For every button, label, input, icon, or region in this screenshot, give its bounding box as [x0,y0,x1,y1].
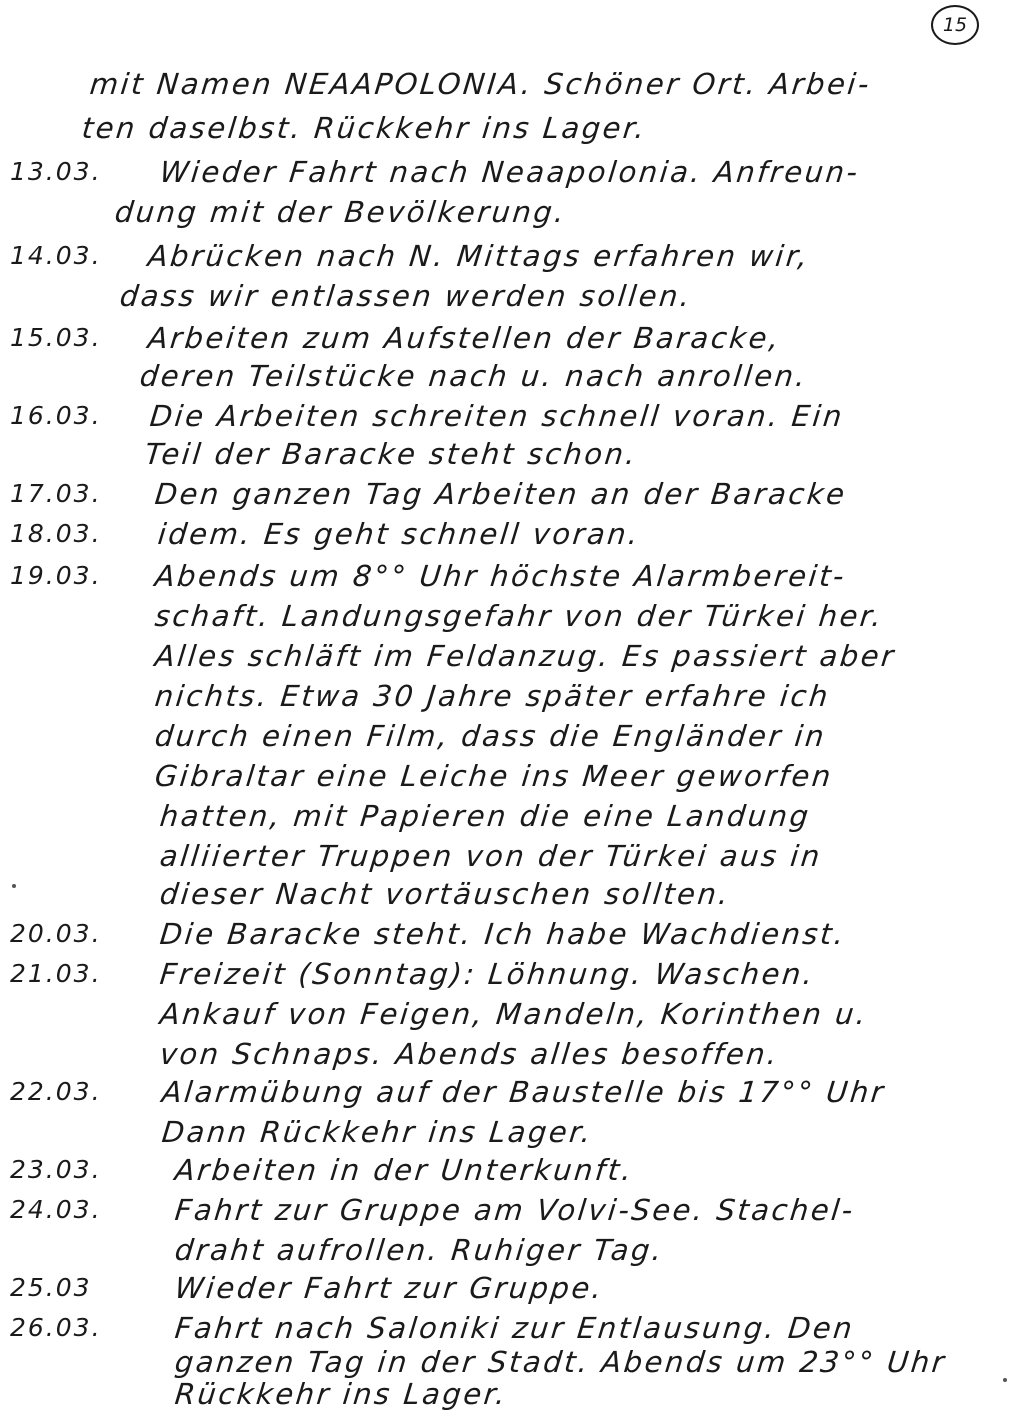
entry-text-line: Gibraltar eine Leiche ins Meer geworfen [153,759,835,793]
entry-date: 21.03. [10,959,102,988]
entry-date: 17.03. [10,479,102,508]
entry-text-line: Die Baracke steht. Ich habe Wachdienst. [158,917,848,951]
entry-text-line: hatten, mit Papieren die eine Landung [158,799,813,833]
entry-text-line: alliierter Truppen von der Türkei aus in [158,839,824,873]
entry-text-line: Ankauf von Feigen, Mandeln, Korinthen u. [158,997,870,1031]
entry-date: 16.03. [10,401,102,430]
intro-line: mit Namen NEAAPOLONIA. Schöner Ort. Arbei- [88,67,873,101]
entry-date: 18.03. [10,519,102,548]
entry-text-line: Arbeiten in der Unterkunft. [173,1153,636,1187]
entry-date: 26.03. [10,1313,102,1342]
entry-text-line: Alles schläft im Feldanzug. Es passiert aber [153,639,898,673]
entry-text-line: dung mit der Bevölkerung. [113,195,569,229]
entry-text-line: Die Arbeiten schreiten schnell voran. Ein [148,399,846,433]
entry-text-line: nichts. Etwa 30 Jahre später erfahre ich [153,679,832,713]
entry-text-line: Fahrt zur Gruppe am Volvi-See. Stachel- [173,1193,857,1227]
entry-text-line: idem. Es geht schnell voran. [156,517,642,551]
entry-text-line: dass wir entlassen werden sollen. [118,279,694,313]
entry-text-line: ganzen Tag in der Stadt. Abends um 23°° Uhr [173,1345,949,1379]
paper-speck [12,884,16,888]
intro-line: ten daselbst. Rückkehr ins Lager. [80,111,649,145]
entry-date: 22.03. [10,1077,102,1106]
entry-text-line: Teil der Baracke steht schon. [143,437,640,471]
entry-text-line: Alarmübung auf der Baustelle bis 17°° Uhr [160,1075,888,1109]
entry-date: 24.03. [10,1195,102,1224]
entry-text-line: Arbeiten zum Aufstellen der Baracke, [146,321,783,355]
entry-text-line: Abrücken nach N. Mittags erfahren wir, [146,239,812,273]
entry-date: 25.03 [10,1273,92,1302]
entry-text-line: Abends um 8°° Uhr höchste Alarmbereit- [153,559,848,593]
entry-text-line: schaft. Landungsgefahr von der Türkei her. [153,599,886,633]
paper-speck [1003,1378,1007,1382]
entry-text-line: deren Teilstücke nach u. nach anrollen. [138,359,810,393]
entry-text-line: Fahrt nach Saloniki zur Entlausung. Den [173,1311,857,1345]
entry-text-line: draht aufrollen. Ruhiger Tag. [173,1233,666,1267]
entry-date: 19.03. [10,561,102,590]
entry-text-line: von Schnaps. Abends alles besoffen. [158,1037,781,1071]
entry-text-line: durch einen Film, dass die Engländer in [153,719,829,753]
page-number: 15 [931,5,979,45]
entry-text-line: Wieder Fahrt nach Neaapolonia. Anfreun- [158,155,862,189]
entry-date: 15.03. [10,323,102,352]
entry-text-line: Rückkehr ins Lager. [173,1377,510,1411]
entry-date: 20.03. [10,919,102,948]
entry-text-line: Freizeit (Sonntag): Löhnung. Waschen. [158,957,817,991]
entry-date: 13.03. [10,157,102,186]
entry-text-line: dieser Nacht vortäuschen sollten. [158,877,733,911]
entry-date: 14.03. [10,241,102,270]
entry-text-line: Dann Rückkehr ins Lager. [160,1115,595,1149]
entry-text-line: Wieder Fahrt zur Gruppe. [173,1271,606,1305]
entry-date: 23.03. [10,1155,102,1184]
entry-text-line: Den ganzen Tag Arbeiten an der Baracke [153,477,849,511]
